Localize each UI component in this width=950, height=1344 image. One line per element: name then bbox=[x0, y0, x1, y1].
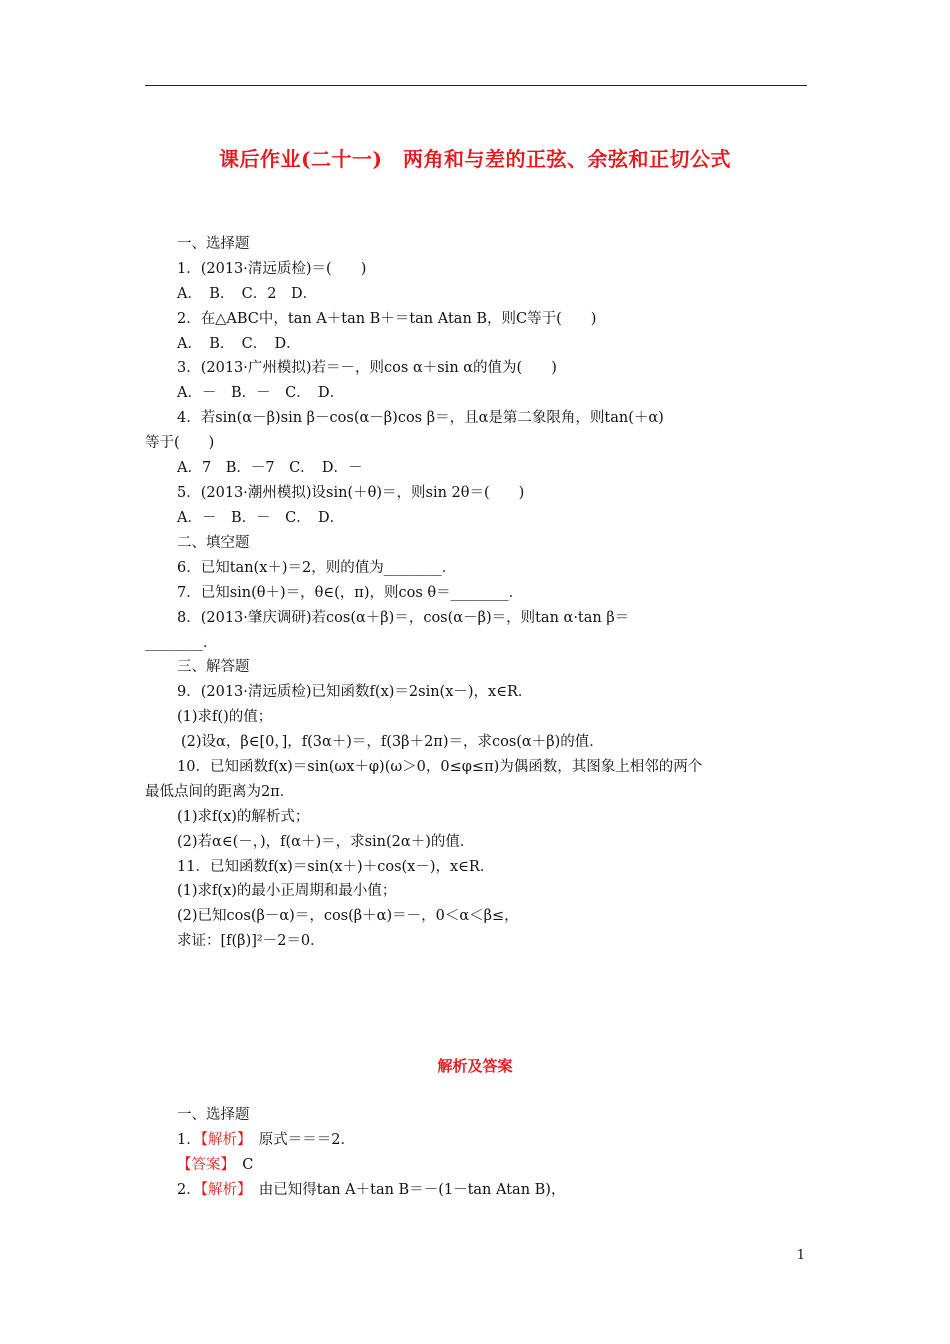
question-9-part-1: (1)求f()的值； bbox=[177, 709, 273, 725]
question-11-part-1: (1)求f(x)的最小正周期和最小值； bbox=[177, 883, 397, 899]
analysis-tag: 【解析】 bbox=[200, 1182, 245, 1198]
question-11-part-2: (2)已知cos(β－α)＝，cos(β＋α)＝－，0＜α＜β≤， bbox=[177, 908, 519, 924]
question-5-options: A．－ B．－ C． D． bbox=[177, 510, 345, 526]
answer-2-number: 2． bbox=[177, 1182, 201, 1198]
answers-section-heading: 一、选择题 bbox=[177, 1107, 250, 1123]
page-title: 课后作业(二十一) 两角和与差的正弦、余弦和正切公式 bbox=[219, 147, 731, 171]
question-8-continued: ________． bbox=[145, 635, 218, 651]
answer-1-result bbox=[177, 1155, 253, 1175]
question-2-options: A． B． C． D． bbox=[177, 336, 301, 352]
question-10-part-2: (2)若α∈(－，)，f(α＋)＝，求sin(2α＋)的值． bbox=[177, 834, 475, 850]
question-7: 7．已知sin(θ＋)＝，θ∈(，π)，则cos θ＝________． bbox=[177, 585, 524, 601]
question-2: 2．在△ABC中，tan A＋tan B＋＝tan Atan B，则C等于( ) bbox=[177, 311, 597, 327]
question-1: 1．(2013·清远质检)＝( ) bbox=[177, 261, 367, 277]
section-heading-choice: 一、选择题 bbox=[177, 236, 250, 252]
answer-2-analysis bbox=[177, 1180, 565, 1200]
question-10: 10．已知函数f(x)＝sin(ωx＋φ)(ω＞0，0≤φ≤π)为偶函数，其图象上相邻的两个 bbox=[177, 759, 703, 775]
header-rule bbox=[145, 85, 807, 86]
answer-1-analysis bbox=[177, 1130, 355, 1150]
question-5: 5．(2013·潮州模拟)设sin(＋θ)＝，则sin 2θ＝( ) bbox=[177, 485, 525, 501]
question-8: 8．(2013·肇庆调研)若cos(α＋β)＝，cos(α－β)＝，则tan α·tan β＝ bbox=[177, 610, 630, 626]
question-9: 9．(2013·清远质检)已知函数f(x)＝2sin(x－)，x∈R． bbox=[177, 684, 533, 700]
answers-title: 解析及答案 bbox=[437, 1057, 513, 1075]
page-number: 1 bbox=[796, 1248, 805, 1263]
answer-2-text: 由已知得tan A＋tan B＝－(1－tan Atan B)， bbox=[258, 1182, 566, 1198]
question-3: 3．(2013·广州模拟)若＝－，则cos α＋sin α的值为( ) bbox=[177, 360, 557, 376]
question-4-continued: 等于( ) bbox=[145, 435, 215, 451]
answer-1-text: 原式＝＝＝2． bbox=[258, 1132, 355, 1148]
section-heading-solve: 三、解答题 bbox=[177, 659, 250, 675]
analysis-tag: 【解析】 bbox=[200, 1132, 245, 1148]
question-1-options: A． B． C．2 D． bbox=[177, 286, 318, 302]
question-10-part-1: (1)求f(x)的解析式； bbox=[177, 809, 310, 825]
question-11-proof: 求证：[f(β)]²－2＝0． bbox=[177, 933, 325, 949]
answer-1-value: C bbox=[242, 1157, 254, 1173]
section-heading-fill: 二、填空题 bbox=[177, 535, 250, 551]
answer-tag: 【答案】 bbox=[177, 1157, 228, 1173]
question-10-continued: 最低点间的距离为2π． bbox=[145, 784, 295, 800]
question-9-part-2: (2)设α，β∈[0，]，f(3α＋)＝，f(3β＋2π)＝，求cos(α＋β)的值． bbox=[181, 734, 604, 750]
question-4: 4．若sin(α－β)sin β－cos(α－β)cos β＝，且α是第二象限角，则tan(＋α) bbox=[177, 410, 664, 426]
answer-1-number: 1． bbox=[177, 1132, 201, 1148]
question-3-options: A．－ B．－ C． D． bbox=[177, 385, 345, 401]
question-6: 6．已知tan(x＋)＝2，则的值为________． bbox=[177, 560, 457, 576]
question-11: 11．已知函数f(x)＝sin(x＋)＋cos(x－)，x∈R． bbox=[177, 859, 495, 875]
question-4-options: A．7 B．－7 C． D．－ bbox=[177, 460, 363, 476]
